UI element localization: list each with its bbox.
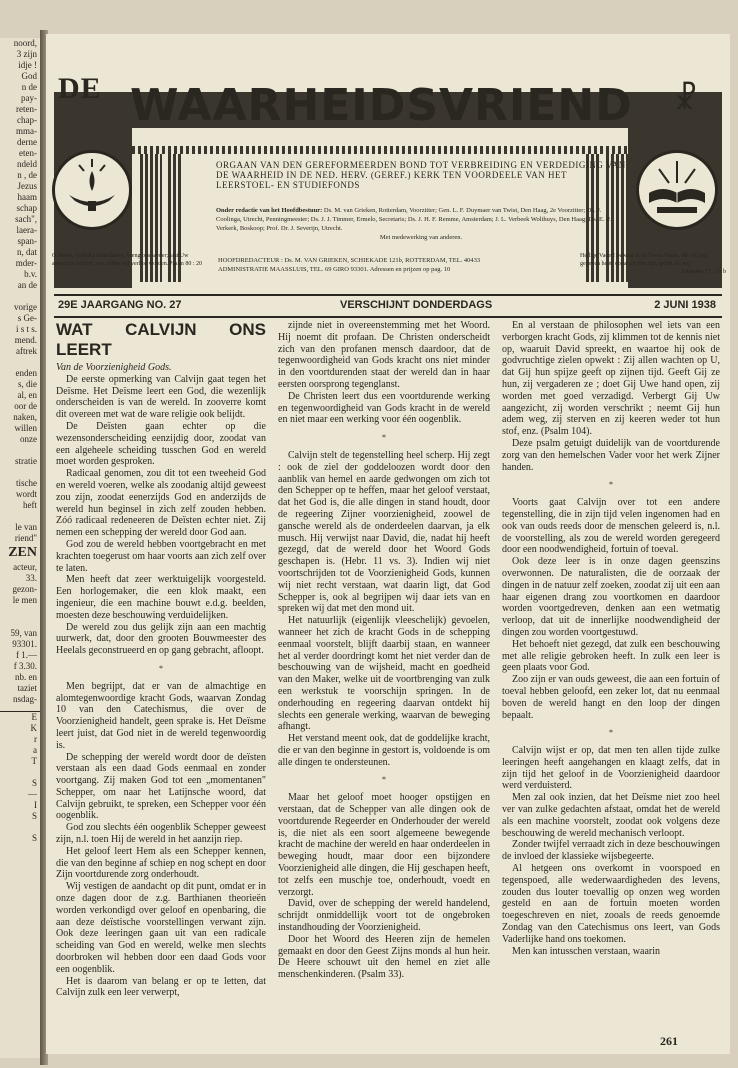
section-separator: * — [609, 728, 613, 738]
previous-page-line — [0, 445, 40, 456]
previous-page-line: f 3.30. — [13, 661, 37, 671]
article-paragraph: Het natuurlijk (eigenlijk vleeschelijk) gevoelen, wanneer het zich de kracht Gods in de schepping eenmaal voorstelt, blijft daarbij staan, en wanneer het al verder doordringt komt het niet verder dan de beschouwing van de wijsheid, macht en goedheid van den Maker, welke uit de voortbrenging van zulk een werkstuk te voorschijn springen. In de onderhouding en regeering daarvan ontdekt hij slechts een generale werking, waarvan de beweging afhangt. — [278, 615, 490, 733]
previous-page-line: K — [30, 723, 37, 733]
previous-page-text-mid — [0, 357, 40, 544]
previous-page-text-top — [0, 38, 40, 357]
quote-right-ref: Johannes 17 : 11 b — [681, 269, 726, 275]
previous-page-line — [0, 822, 40, 833]
previous-page-line — [0, 767, 40, 778]
article-paragraph: Al hetgeen ons overkomt in voorspoed en tegenspoed, alle wederwaardigheden des levens, zouden dus louter toevallig op onzen weg worden gesteld en aan de fortuin moeten worden toegeschreven en niet, zooals de reeds genoemde Zondag van den Catechismus ons leert, van Gods Vaderlijke hand ons toekomen. — [502, 863, 720, 945]
previous-page-line: God — [21, 71, 37, 81]
article-headline: WAT CALVIJN ONS LEERT — [56, 320, 266, 359]
previous-page-line: wordt — [16, 489, 37, 499]
previous-page-line: idje ! — [18, 60, 37, 70]
previous-page-line: haam — [17, 192, 37, 202]
previous-page-line: s, die — [18, 379, 37, 389]
article-paragraph: Voorts gaat Calvijn over tot een andere tegenstelling, die in zijn tijd velen ingenomen had en ook van ouds reeds door de menschen geleerd is, n.l. de voorstelling, als zou de wereld worden geregeerd door een noodwendigheid, fortuin of toeval. — [502, 497, 720, 556]
previous-page-line: b.v. — [24, 269, 37, 279]
previous-page-line: Jezus — [17, 181, 37, 191]
article-paragraph: Door het Woord des Heeren zijn de hemelen gemaakt en door den Geest Zijns monds al hun heir. De Heere schouwt uit den hemel en ziet alle menschenkinderen. (Psalm 33). — [278, 933, 490, 981]
previous-page-line: E — [31, 712, 37, 722]
previous-page-line — [0, 606, 40, 617]
previous-page-line: tische — [16, 478, 37, 488]
article-paragraph: Radicaal genomen, zou dit tot een tweeheid God en wereld voeren, welke als zoodanig altijd geweest zou zijn, zoodat eenerzijds God en anderzijds de wereld hun beginsel in zich zelf zouden hebben. Zóó radicaal redeneeren de Deïsten echter niet. Zij nemen een schepping der wereld door God aan. — [56, 468, 266, 539]
publication-frequency: VERSCHIJNT DONDERDAGS — [340, 299, 493, 311]
previous-page-advert — [0, 711, 40, 844]
previous-page-line: r — [34, 734, 37, 744]
previous-page-line: mder- — [15, 258, 37, 268]
article-paragraph: De Christen leert dus een voortdurende werking en tegenwoordigheid van Gods kracht in de wereld en niet maar een werking voor één oogenblik. — [278, 390, 490, 426]
previous-page-line: gezon- — [12, 584, 37, 594]
article-paragraph: Men zal ook inzien, dat het Deïsme niet zoo heel ver van zulke gedachten afstaat, omdat het de wereld als een machine voorstelt, zoodat ook volgens deze beschouwing de wereld mechanisch verloopt. — [502, 792, 720, 839]
previous-page-line: I — [34, 800, 37, 810]
issue-date: 2 JUNI 1938 — [654, 299, 716, 311]
board-label: Onder redactie van het Hoofdbestuur: — [216, 207, 323, 214]
previous-page-line: vorige — [14, 302, 37, 312]
editor-info — [218, 256, 628, 274]
article-paragraph: Calvijn stelt de tegenstelling heel scherp. Hij zegt : ook de ziel der goddeloozen wordt door den aanblik van hemel en aarde gedwongen om zich tot den Schepper op te heffen, maar het geloof verstaat, dat het God is, die alle dingen in stand houdt, door de regeering Zijner voorzienigheid, zoowel de gansche wereld als de onderdeelen daarvan, ja elk musch. Hij verwijst naar David, die, nadat hij heeft gezegd, dat de wereld door het Woord Gods geschapen is. (Hebr. 11 vs. 3). Indien wij niet voortschrijden tot de Voorzienigheid Gods, kunnen wij niet recht verstaan, wat daarin ligt, dat God Schepper is, ook al begrijpen wij daar iets van en spreken wij dat met den mond uit. — [278, 449, 490, 615]
previous-page-line: 93301. — [12, 639, 37, 649]
previous-page-text-low — [0, 562, 40, 705]
quote-left-text: O Heere, God der heirscharen, breng ons weder; laat Uw aanschijn lichten, zoo zullen wij verlost worden. — [52, 253, 189, 267]
previous-page-line: nb. en — [15, 672, 37, 682]
previous-page-line: mend. — [14, 335, 37, 345]
article-paragraph: Deze psalm getuigt duidelijk van de voortdurende zorg van den hemelschen Vader voor het werk Zijner handen. — [502, 437, 720, 473]
board-note: Met medewerking van anderen. — [379, 234, 463, 241]
previous-page-line: taziet — [17, 683, 37, 693]
article-paragraph: De Deïsten gaan echter op die wezensonderscheiding eenzijdig door, zoodat van een algeheele scheiding tusschen God en wereld moet worden gesproken. — [56, 420, 266, 468]
previous-page-line: ndeld — [17, 159, 37, 169]
previous-page-line: mma- — [16, 126, 37, 136]
article-paragraph: God zou slechts één oogenblik Schepper geweest zijn, n.l. toen Hij de wereld in het aanzijn riep. — [56, 822, 266, 846]
previous-page-line: le van — [15, 522, 37, 532]
previous-page-line: 33. — [25, 573, 37, 583]
previous-page-line — [0, 617, 40, 628]
article-paragraph: De wereld zou dus gelijk zijn aan een machtig uurwerk, dat, door den grooten Bouwmeester des Heelals geconstrueerd en op gang gebracht, afloopt. — [56, 621, 266, 657]
previous-page-line: derne — [17, 137, 37, 147]
chi-rho-emblem-icon: ☧ — [674, 83, 698, 116]
article-paragraph: Zoo zijn er van ouds geweest, die aan een fortuin of toeval hebben geloofd, een zeker lot, dat nu eenmaal boven de wereld hangt en den loop der dingen bepaalt. — [502, 674, 720, 721]
previous-page-line: a — [33, 745, 37, 755]
article-column-2 — [278, 320, 490, 981]
previous-page-line: S — [31, 833, 37, 843]
newspaper-title: WAARHEIDSVRIEND — [130, 80, 633, 131]
article-paragraph: Het is daarom van belang er op te letten, dat Calvijn zulk een leer verwerpt, — [56, 975, 266, 999]
previous-page-edge — [0, 38, 42, 1058]
previous-page-line: n de — [21, 82, 37, 92]
previous-page-line: acteur, — [13, 562, 37, 572]
previous-page-line: span- — [17, 236, 37, 246]
article-paragraph: David, over de schepping der wereld handelend, schrijdt onmiddellijk voort tot de ongebroken instandhouding der Voorzienigheid. — [278, 898, 490, 934]
previous-page-line: n , de — [17, 170, 37, 180]
article-byline: Van de Voorzienigheid Gods. — [56, 362, 172, 373]
article-paragraph: Men heeft dat zeer werktuigelijk voorgesteld. Een horlogemaker, die een klok maakt, een ingenieur, die een machine bouwt e.d.g. beelden, moesten deze beschouwing verduidelijken. — [56, 574, 266, 621]
previous-page-line: an de — [17, 280, 37, 290]
previous-page-line: naken, — [13, 412, 37, 422]
article-paragraph: Het verstand meent ook, dat de goddelijke kracht, die er van den beginne in gestort is, voldoende is om alle dingen te ondersteunen. — [278, 733, 490, 768]
article-paragraph: Men kan intusschen verstaan, waarin — [512, 945, 661, 957]
previous-page-line: T — [31, 756, 37, 766]
previous-page-line: riend" — [14, 533, 37, 543]
previous-page-line: willen — [14, 423, 37, 433]
article-paragraph: Het behoeft niet gezegd, dat zulk een beschouwing met alle religie gebroken heeft. In zulk een leer is geen plaats voor God. — [502, 638, 720, 674]
previous-page-line: laera- — [16, 225, 37, 235]
previous-page-line: s Ge- — [17, 313, 37, 323]
previous-page-line: stratie — [15, 456, 37, 466]
previous-page-line: heft — [23, 500, 37, 510]
previous-page-line: chap- — [17, 115, 37, 125]
previous-page-line — [0, 291, 40, 302]
article-paragraph: De schepping der wereld wordt door de deïsten verstaan als een daad Gods eenmaal en zonder voortgang. Zij maken God tot een „momentanen" Schepper, om naar het Latijnsche woord, dat Calvijn gebruikt, te spreken, een Schepper voor één oogenblik. — [56, 751, 266, 822]
previous-page-line — [0, 511, 40, 522]
masthead-description: ORGAAN VAN DEN GEREFORMEERDEN BOND TOT VERBREIDING EN VERDEDIGING VAN DE WAARHEID IN DE NED. HERV. (GEREF.) KERK TEN VOORDEELE VAN HET LEERSTOEL- EN STUDIEFONDS — [216, 160, 626, 190]
article-paragraph: God zou de wereld hebben voortgebracht en met krachten toegerust om haar voorts aan zich zelf over te laten. — [56, 538, 266, 574]
masthead — [46, 34, 730, 292]
previous-page-line: onze — [20, 434, 37, 444]
quote-right-text: Heilige Vader! bewaar ze in Uwen Naam, die Gij mij gegeven hebt, opdat zij één zijn, gelijk als wij. — [580, 253, 708, 267]
section-separator: * — [609, 480, 613, 490]
article-paragraph: De eerste opmerking van Calvijn gaat tegen het Deïsme. Het Deïsme leert een God, die wezenlijk onderscheiden is van de wereld. In zooverre komt dit overeen met wat de ware religie ook belijdt. — [56, 373, 266, 421]
article-paragraph: Men begrijpt, dat er van de almachtige en alomtegenwoordige kracht Gods, waarvan Zondag 10 van den Catechismus, die over de Voorzienigheid handelt, geen sprake is. Het Deïsme leert juist, dat God niet in de wereld tegenwoordig is. — [56, 680, 266, 751]
article-paragraph: Het geloof leert Hem als een Schepper kennen, die van den beginne af schiep en nog schept en door Zijn voortdurende zorg onderhoudt. — [56, 845, 266, 881]
article-paragraph: Ook deze leer is in onze dagen geenszins overwonnen. De naturalisten, die de oorzaak der dingen in de natuur zelf zoeken, zoodat zij uit een aan haar eigenen drang zou voortkomen en daardoor worden voortgedreven, denken aan een wetmatig verloop, dat uit de innerlijke noodwendigheid der dingen zou worden voortgestuwd. — [502, 556, 720, 638]
article-column-1 — [56, 320, 266, 999]
title-prefix: DE — [58, 72, 102, 105]
previous-page-line: 59, van — [10, 628, 37, 638]
article-paragraph: Wij vestigen de aandacht op dit punt, omdat er in onze dagen door de z.g. Barthianen theorieën worden verkondigd over geloof en openbaring, die aan deze deïstische voorstellingen verwant zijn. Ook deze leeringen gaan uit van een radicale scheiding van God en wereld, welke men slechts doorbroken wil hebben door een daad Gods voor een oogenblik. — [56, 881, 266, 975]
open-book-icon — [636, 150, 718, 230]
newspaper-page — [46, 34, 730, 1054]
article-paragraph: En al verstaan de philosophen wel iets van een verborgen kracht Gods, zij klimmen tot de kennis niet op, waaruit David spreekt, en waartoe hij ook de godvruchtige zielen opwekt : Zij allen wachten op U, dat Gij hun spijze geeft op zijnen tijd. Geeft Gij ze hun, zij vergaderen ze ; doet Gij Uwe hand open, zij worden met goed verzadigd. Verbergt Gij Uw aangezicht, zij worden verschrikt ; neemt Gij hun adem weg, zij sterven en zij keeren weder tot hun stof, enz. (Psalm 104). — [502, 320, 720, 438]
board-members: Ds. M. van Grieken, Rotterdam, Voorzitter; Gen. L. F. Duymaer van Twist, Den Haag, 2e Voorzitter; Ds. J. Coolinga, Utrecht, Penningmeester; Ds. J. J. Timmer, Ermelo, Secretaris; Ds. J. H. F. Remme, Amsterdam; J. L. Verbeek Wolthuys, Den Haag; Ds. E. P. Verkerk, Boskoop; Prof. Dr. J. Severijn, Utrecht. — [216, 207, 611, 232]
previous-page-line: n, dat — [17, 247, 37, 257]
previous-page-line: S — [31, 778, 37, 788]
quote-left-ref: Psalm 80 : 20 — [169, 261, 202, 267]
decorative-rule — [132, 146, 628, 154]
previous-page-heading: ZEN — [8, 545, 37, 560]
article-paragraph: Calvijn wijst er op, dat men ten allen tijde zulke leeringen heeft aangehangen en klaagt zelfs, dat in zijn tijd het geloof in de Voorzienigheid daardoor werd verduisterd. — [502, 745, 720, 792]
previous-page-line: S — [31, 811, 37, 821]
previous-page-line: sach", — [15, 214, 37, 224]
previous-page-line: oor de — [14, 401, 37, 411]
previous-page-line: f 1.— — [16, 650, 37, 660]
section-separator: * — [159, 663, 163, 673]
previous-page-line: al, en — [17, 390, 37, 400]
previous-page-line: reten- — [16, 104, 37, 114]
oil-lamp-icon — [52, 150, 132, 230]
page-number: 261 — [660, 1034, 678, 1048]
previous-page-line: le men — [12, 595, 37, 605]
article-column-3 — [502, 320, 720, 957]
previous-page-line: noord, — [13, 38, 37, 48]
previous-page-line: pay- — [21, 93, 37, 103]
article-paragraph: Maar het geloof moet hooger opstijgen en verstaan, dat de Schepper van alle dingen ook de voortdurende Regeerder en Onderhouder der wereld is, die niet als een soort algemeene bewegende kracht de machine der wereld en haar onderdeelen in beweging houdt, maar door een bijzondere Voorzienigheid alle dingen, die Hij geschapen heeft, tot zelfs een muschje toe, onderhoudt, voedt en verzorgt. — [278, 792, 490, 898]
previous-page-line — [0, 467, 40, 478]
previous-page-line: — — [28, 789, 37, 799]
previous-page-line: 3 zijn — [16, 49, 37, 59]
article-paragraph: Zonder twijfel verraadt zich in deze beschouwingen de invloed der klassieke wijsbegeerte. — [502, 839, 720, 863]
dateline — [54, 294, 722, 318]
previous-page-line: enden — [15, 368, 37, 378]
previous-page-line: aftrek — [16, 346, 37, 356]
chief-editor-line: HOOFDREDACTEUR : Ds. M. VAN GRIEKEN, SCHIEKADE 121b, ROTTERDAM, TEL. 40433 — [218, 257, 481, 264]
quote-right — [580, 252, 726, 276]
previous-page-line: i s t s. — [15, 324, 37, 334]
editorial-board — [216, 206, 626, 242]
previous-page-line: eten- — [19, 148, 37, 158]
previous-page-line: schap — [16, 203, 37, 213]
administration-line: ADMINISTRATIE MAASSLUIS, TEL. 69 GIRO 93301. Adressen en prijzen op pag. 10 — [218, 266, 451, 273]
quote-left — [52, 252, 202, 268]
volume-number: 29E JAARGANG NO. 27 — [58, 299, 182, 311]
section-separator: * — [382, 775, 386, 785]
section-separator: * — [382, 433, 386, 443]
article-paragraph: zijnde niet in overeenstemming met het Woord. Hij noemt dit profaan. De Christen onderscheidt zich van den profanen mensch daardoor, dat de tegenwoordigheid van Gods kracht ons niet minder in den voortdurenden staat der wereld dan in haar eersten oorsprong tegenglanst. — [278, 320, 490, 390]
previous-page-line — [0, 357, 40, 368]
previous-page-line: nsdag- — [13, 694, 37, 704]
